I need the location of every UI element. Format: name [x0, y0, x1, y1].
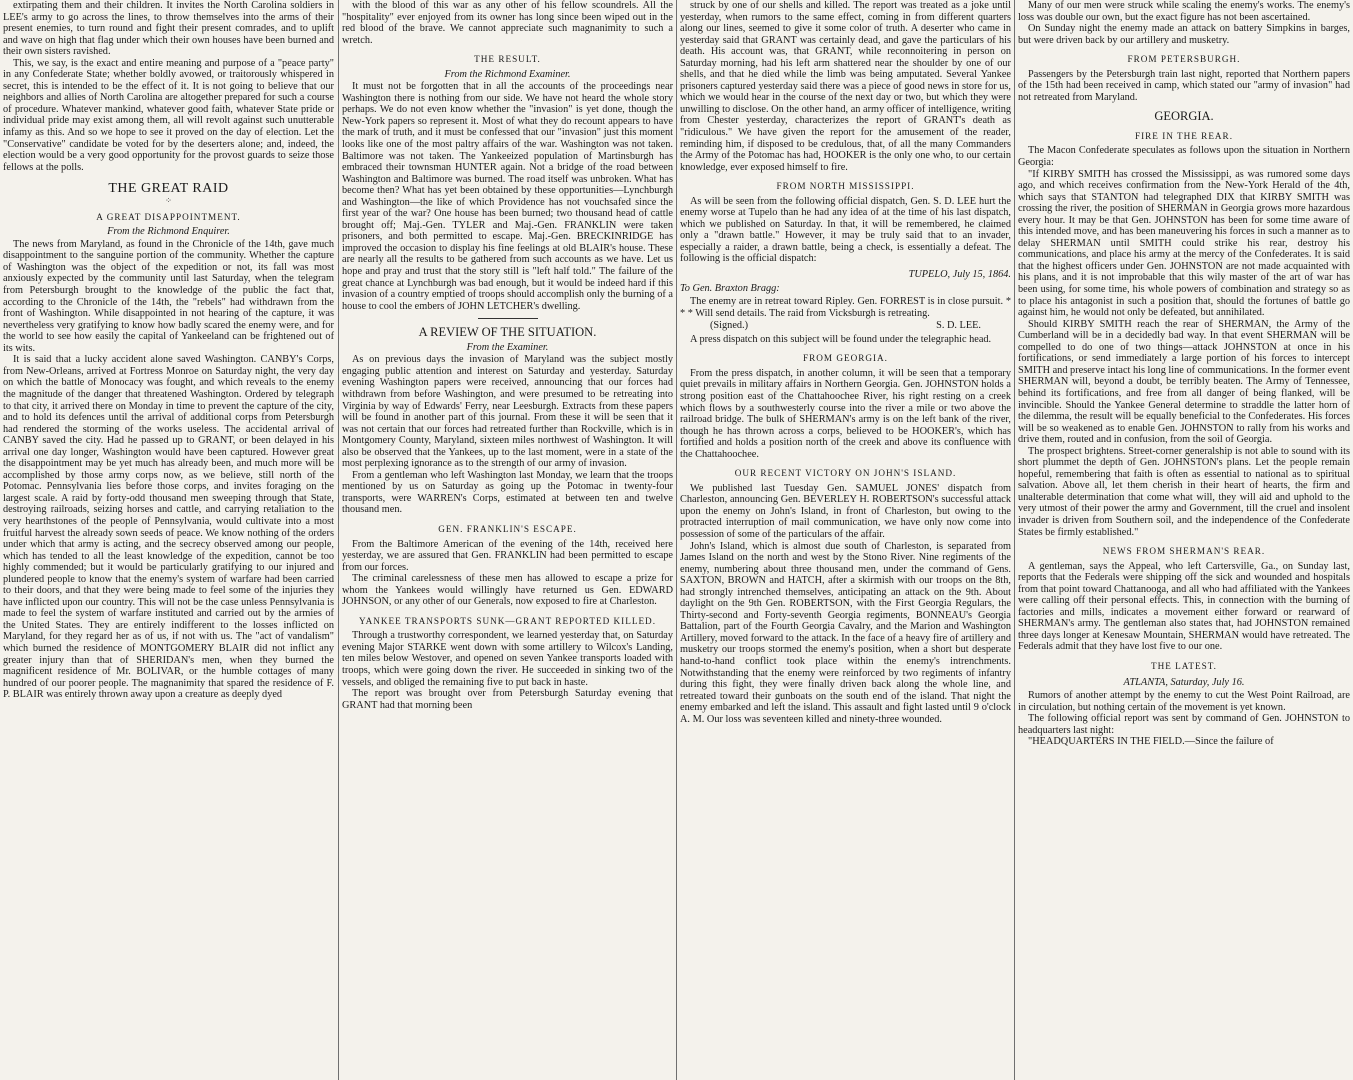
headline: GEORGIA.: [1154, 109, 1214, 124]
paragraph: It is said that a lucky accident alone saved Washington. CANBY's Corps, from New-Orleans, arrived at Fortress Monroe on Saturday night, the very day on which the battle of Monocacy was fought, and which reveals to the enemy the magnitude of the danger that threatened Washington. Ordered by telegraph to that city, it arrived there on Monday in time to prevent the capture of the city, and to hold its defences until the arrival of additional corps from Petersburgh had rendered the storming of the works useless. The accidental arrival of CANBY saved the city. Had he passed up to GRANT, or been delayed in his arrival one day longer, Washington would have been captured. However great the disappointment may be yet much has already been, and much more will be accomplished by those army corps now, as we believe, still north of the Potomac. Pennsylvania lies before those corps, and invites foraging on the largest scale. A raid by forty-odd thousand men sweeping through that State, destroying railroads, seizing horses and cattle, and carrying retaliation to the very hearthstones of the people of Pennsylvania, would cultivate into a most fruitful harvest the already sown seeds of peace. We know nothing of the orders under which that army is acting, and the secrecy observed among our people, which has tended to all the least knowledge of the expedition, cannot be too highly commended; but it would be particularly gratifying to our injured and plundered people to know that the enemy's system of warfare had been carried to their doors, and that they were being made to feel some of the injuries they have inflicted upon our country. This will not be the case unless Pennsylvania is made to feel the system of warfare instituted and carried out by the armies of the United States. They are entirely indifferent to the losses inflicted on Maryland, for they regard her as of us, if not with us. The "act of vandalism" which burned the residence of MONTGOMERY BLAIR did not inflict any greater injury than that of SHERIDAN's men, when they burned the magnificent residence of Mr. BOLIVAR, or the humble cottages of many hundred of our poorer people. The magnanimity that spared the residence of F. P. BLAIR was entirely thrown away upon a creature as deeply dyed: [3, 354, 334, 701]
source-line: From the Richmond Enquirer.: [107, 226, 230, 238]
paragraph: As will be seen from the following official dispatch, Gen. S. D. LEE hurt the enemy worse at Tupelo than he had any idea of at the time of his last dispatch, which we published on Saturday. In that, it will be remembered, he claimed only a "drawn battle." However, it may be truly said that to an invader, especially a raider, a drawn battle, being a check, is essentially a defeat. The following is the official dispatch:: [680, 195, 1011, 265]
paragraph: The Macon Confederate speculates as follows upon the situation in Northern Georgia:: [1018, 145, 1350, 169]
paragraph: The prospect brightens. Street-corner generalship is not able to sound with its short plummet the depth of Gen. JOHNSTON's plans. Let the people remain hopeful, remembering that faith is often as essential to national as to spiritual salvation. Above all, let them cherish in their heart of hearts, the firm and unalterable determination that come what will, they will aid and uphold to the very utmost of their power the army and Government, till the cruel and insolent invader is driven from Southern soil, and the independence of the Confederate States be firmly established.": [1018, 445, 1350, 538]
paragraph: Should KIRBY SMITH reach the rear of SHERMAN, the Army of the Cumberland will be in a decidedly bad way. In that event SHERMAN will be compelled to do one of two things—attack JOHNSTON at once in his fortifications, or send immediately a large portion of his forces to intercept SMITH and preserve intact his long line of communications. In the former event SHERMAN will, beyond a doubt, be terribly beaten. The Army of Tennessee, behind its fortifications, and free from all danger of being flanked, will be invincible. Should the Yankee General determine to straddle the latter horn of the dilemma, the result will be equally beneficial to the Confederates. His forces will be so weakened as to enable Gen. JOHNSTON to rally from his works and drive them, routed and in confusion, from the soil of Georgia.: [1018, 318, 1350, 446]
paragraph: The criminal carelessness of these men has allowed to escape a prize for whom the Yankees would willingly have returned us Gen. EDWARD JOHNSON, or any other of our Generals, now exposed to fire at Charleston.: [342, 573, 673, 608]
headline: THE GREAT RAID: [108, 181, 229, 197]
headline: THE LATEST.: [1151, 660, 1217, 671]
paragraph: Rumors of another attempt by the enemy to cut the West Point Railroad, are in circulation, but nothing certain of the movement is yet known.: [1018, 690, 1350, 713]
dateline: ATLANTA, Saturday, July 16.: [1123, 676, 1245, 688]
headline: GEN. FRANKLIN'S ESCAPE.: [438, 523, 577, 534]
paragraph: "If KIRBY SMITH has crossed the Mississippi, as was rumored some days ago, and which receives confirmation from the New-York Herald of the 4th, which says that STANTON had telegraphed DIX that KIRBY SMITH was crossing the river, the position of SHERMAN in Georgia grows more hazardous every hour. It may be that Gen. JOHNSTON has been for some time aware of this intended move, and has been maneuvering his forces in such a manner as to delay SHERMAN until SMITH could strike his rear, destroy his communications, and place his army at the mercy of the Confederates. It is said that the highest officers under Gen. JOHNSTON are not made acquainted with his plans, and it is not improbable that this wily master of the art of war has been using, for some time, his whole powers of combination and strategy so as to place his antagonist in such a position that, should the fortunes of battle go against him, he would not only be defeated, but annihilated.: [1018, 168, 1350, 319]
paragraph: This, we say, is the exact and entire meaning and purpose of a "peace party" in any Confederate State; whether boldly avowed, or traitorously whispered in secret, this is intended to be the effect of it. It is not going to believe that our neighbors and allies of North Carolina are altogether prepared for such a course of procedure. Whatever mankind, whatever good faith, whatever State pride or individual pride may exist among them, all will revolt against such unutterable infamy as this. And so we hope to see it proved on the day of election. Let the "Conservative" candidate be voted for by the deserters alone; and, indeed, the election would be a very good opportunity for the provost guards to seize those fellows at the polls.: [3, 57, 334, 173]
headline: THE RESULT.: [474, 54, 541, 65]
paragraph: "HEADQUARTERS IN THE FIELD.—Since the failure of: [1028, 736, 1274, 748]
paragraph: Through a trustworthy correspondent, we learned yesterday that, on Saturday evening Major STARKE went down with some artillery to Wilcox's Landing, ten miles below Westover, and opened on seven Yankee transports loaded with troops, which were going down the river. He succeeded in sinking two of the vessels, and obliged the remaining five to put back in haste.: [342, 630, 673, 688]
paragraph: From a gentleman who left Washington last Monday, we learn that the troops mentioned by us on Saturday as going up the Potomac in twenty-four transports, were WARREN's Corps, estimated at between ten and twelve thousand men.: [342, 469, 673, 516]
source-line: From the Examiner.: [466, 341, 549, 353]
paragraph: The report was brought over from Petersburgh Saturday evening that GRANT had that morning been: [342, 688, 673, 711]
divider: [478, 318, 538, 319]
paragraph: struck by one of our shells and killed. The report was treated as a joke until yesterday, when rumors to the same effect, coming in from different quarters along our lines, seemed to give it some color of truth. A deserter who came in yesterday said that GRANT was certainly dead, and gave the particulars of his death. His account was, that GRANT, while reconnoitering in person on Saturday morning, had his left arm shattered near the shoulder by one of our shells, and that he died while the limb was being amputated. Several Yankee prisoners captured yesterday said there was a piece of good news in store for us, which we would hear in the course of the next day or two, but which they were unwilling to disclose. On the other hand, an army officer of intelligence, writing from Chester yesterday, characterizes the report of GRANT's death as "ridiculous." We have given the report for the amusement of the reader, reminding him, if disposed to be credulous, that, of all the many Commanders the Army of the Potomac has had, HOOKER is the only one who, to our certain knowledge, ever exposed himself to fire.: [680, 0, 1011, 173]
paragraph: Passengers by the Petersburgh train last night, reported that Northern papers of the 15th had been received in camp, which stated our "army of invasion" had not retreated from Maryland.: [1018, 68, 1350, 103]
signed-label: (Signed.): [710, 320, 749, 332]
headline: FROM GEORGIA.: [803, 353, 888, 364]
column-3: [677, 0, 1014, 1080]
paragraph: with the blood of this war as any other of his fellow scoundrels. All the "hospitality" ever enjoyed from its owner has long since been wiped out in the red blood of the brave. We cannot appreciate such magnanimity to such a wretch.: [342, 0, 673, 46]
dispatch-body: The enemy are in retreat toward Ripley. Gen. FORREST is in close pursuit. * * * Will send details. The raid from Vicksburgh is retreating.: [680, 296, 1011, 319]
paragraph: A gentleman, says the Appeal, who left Cartersville, Ga., on Sunday last, reports that the Federals were shipping off the sick and wounded and hospitals from that point toward Chattanooga, and all who had affiliated with the Yankees were calling off their personal effects. This, in connection with the burning of factories and mills, indicates a movement either forward or rearward of SHERMAN's army. The gentleman also states that, had JOHNSTON remained three days longer at Kenesaw Mountain, SHERMAN would have retreated. The Federals admit that they have lost five to our one.: [1018, 560, 1350, 653]
dispatch-addressee: To Gen. Braxton Bragg:: [680, 282, 780, 294]
column-2: [339, 0, 676, 1080]
paragraph: We published last Tuesday Gen. SAMUEL JONES' dispatch from Charleston, announcing Gen. BEVERLEY H. ROBERTSON's successful attack upon the enemy on John's Island, in front of Charleston, but owing to the protracted interruption of mail communication, we have only now come into possession of some of the particulars of the affair.: [680, 482, 1011, 540]
paragraph: It must not be forgotten that in all the accounts of the proceedings near Washington there is nothing from our side. We have not heard the whole story perhaps. We do not even know whether the "invasion" is yet done, though the New-York papers so represent it. Most of what they do recount appears to have the mark of truth, and it must be confessed that our "invasion" just this moment looks like one of the most paltry affairs of the war. Washington was not taken. Baltimore was not taken. The Yankeeized population of Martinsburgh has embraced their townsman HUNTER again. Not a bridge of the road between Washington and Baltimore was burned. The road itself was unbroken. What has become then? What has yet been obtained by these opportunities—Lynchburgh and Washington—the like of which Providence has not vouchsafed since the first year of the war? One house has been burned; two thousand head of cattle brought off; Maj.-Gen. TYLER and Maj.-Gen. FRANKLIN were taken prisoners, and both permitted to escape. Maj.-Gen. BRECKINRIDGE has improved the occasion to display his fine feelings at old BLAIR's house. These are nearly all the results to be gathered from such accounts as we have. Let us hope and pray and trust that the story still is "left half told." The failure of the great chance at Lynchburgh was bad enough, but it would be indeed hard if this invasion of a country emptied of troops should accomplish only the burning of a house to cool the embers of JOHN LETCHER's dwelling.: [342, 81, 673, 312]
paragraph: extirpating them and their children. It invites the North Carolina soldiers in LEE's army to go across the lines, to throw themselves into the arms of their present enemies, to turn round and fight their present comrades, and to uplift and wave on high that flag under which their own houses have been burned and their own sisters ravished.: [3, 0, 334, 58]
paragraph: From the Baltimore American of the evening of the 14th, received here yesterday, we are assured that Gen. FRANKLIN had been permitted to escape from our forces.: [342, 538, 673, 573]
signer: S. D. LEE.: [936, 320, 981, 332]
paragraph: As on previous days the invasion of Maryland was the subject mostly engaging public attention and interest on Saturday and yesterday. Saturday evening Washington papers were received, announcing that our forces had withdrawn from before Washington, and were presumed to be retreating into Virginia by way of Edwards' Ferry, near Leesburgh. Extracts from these papers will be found in another part of this journal. From these it will be seen that it was not certain that our forces had retreated further than Rockville, which is in Montgomery County, Maryland, sixteen miles northwest of Washington. It will also be observed that the Yankees, up to the last moment, were in a state of the most perplexing ignorance as to the strength of our army of invasion.: [342, 354, 673, 470]
subheadline: FIRE IN THE REAR.: [1135, 130, 1233, 141]
ornament: ⁘: [165, 195, 172, 205]
headline: FROM PETERSBURGH.: [1127, 54, 1241, 65]
paragraph: John's Island, which is almost due south of Charleston, is separated from James Island on the north and west by the Stono River. Nine regiments of the enemy, numbering about three thousand men, under the command of Gens. SAXTON, BROWN and HATCH, after a skirmish with our troops on the 8th, had strongly intrenched themselves, anticipating an attack on the 9th. About daylight on the 9th Gen. ROBERTSON, with the First Georgia Regulars, the Thirty-second and Forty-seventh Georgia regiments, BONNEAU's Georgia Battalion, part of the Fourth Georgia Cavalry, and the Marion and Washington Artillery, moved forward to the attack. In the face of a heavy fire of artillery and musketry our troops stormed the enemy's position, when a short but desperate hand-to-hand conflict took place within the enemy's intrenchments. Notwithstanding that the enemy were reinforced by two regiments of infantry during this fight, they were finally driven back along the whole line, and retreated toward their gunboats on the south end of the island. That night the enemy embarked and left the island. This assault and fight lasted until 9 o'clock A. M. Our loss was seventeen killed and ninety-three wounded.: [680, 540, 1011, 725]
paragraph: Many of our men were struck while scaling the enemy's works. The enemy's loss was double our own, but the exact figure has not been ascertained.: [1018, 0, 1350, 23]
column-1: [0, 0, 337, 1080]
headline: FROM NORTH MISSISSIPPI.: [776, 181, 915, 192]
paragraph: On Sunday night the enemy made an attack on battery Simpkins in barges, but were driven back by our artillery and musketry.: [1018, 23, 1350, 46]
source-line: From the Richmond Examiner.: [444, 68, 571, 80]
column-4: [1015, 0, 1353, 1080]
dispatch-dateline: TUPELO, July 15, 1864.: [908, 269, 1011, 281]
paragraph: The following official report was sent by command of Gen. JOHNSTON to headquarters last night:: [1018, 713, 1350, 736]
paragraph: From the press dispatch, in another column, it will be seen that a temporary quiet prevails in military affairs in Northern Georgia. Gen. JOHNSTON holds a strong position east of the Chattahoochee River, his right resting on a creek which flows by a southwesterly course into the river a mile or two above the railroad bridge. The bulk of SHERMAN's army is on the left bank of the river, though he has thrown across a corps, believed to be HOOKER's, which has fortified and holds a position north of the creek and above its confluence with the Chattahoochee.: [680, 367, 1011, 460]
subheadline: A GREAT DISAPPOINTMENT.: [96, 211, 241, 222]
paragraph: The news from Maryland, as found in the Chronicle of the 14th, gave much disappointment to the sanguine portion of the community. Whether the capture of Washington was the object of the expedition or not, its fall was most anxiously expected by the community until last Saturday, when the telegram from Petersburgh brought to the knowledge of the public the fact that, according to the Chronicle of the 14th, the "rebels" had withdrawn from the front of Washington. While disappointed in not hearing of the capture, it was nevertheless very gratifying to know how badly scared the enemy were, and for the world to see how easily the capital of Yankeeland can be frightened out of its wits.: [3, 238, 334, 354]
headline: A REVIEW OF THE SITUATION.: [418, 325, 597, 340]
headline: YANKEE TRANSPORTS SUNK—GRANT REPORTED KILLED.: [359, 615, 656, 626]
headline: NEWS FROM SHERMAN'S REAR.: [1102, 546, 1266, 557]
dispatch-signature: [680, 320, 1011, 332]
headline: OUR RECENT VICTORY ON JOHN'S ISLAND.: [734, 468, 957, 479]
paragraph: A press dispatch on this subject will be found under the telegraphic head.: [690, 333, 992, 345]
